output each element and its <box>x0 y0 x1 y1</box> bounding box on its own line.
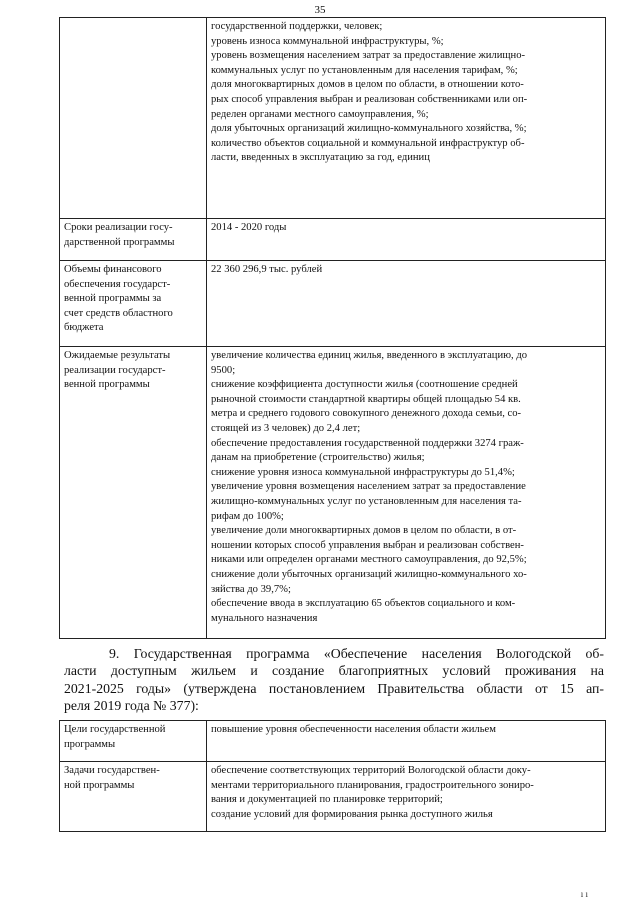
program-period-cell <box>207 219 606 261</box>
row-label-cell <box>60 721 207 762</box>
label-line: Сроки реализации госу- <box>64 222 173 233</box>
row-label-cell <box>60 18 207 219</box>
label-line: венной программы за <box>64 293 162 305</box>
label-line: бюджета <box>64 322 104 334</box>
paragraph-line: ласти доступным жильем и создание благоприятных условий проживания на <box>64 663 604 679</box>
label-line: Цели государственной <box>64 724 166 735</box>
text-line: метра и среднего годового совокупного денежного дохода семьи, со- <box>211 408 522 420</box>
expected-results-cell <box>207 347 606 639</box>
text-line: повышение уровня обеспеченности населения области жильем <box>211 724 496 735</box>
text-line: снижение коэффициента доступности жилья (соотношение средней <box>211 379 518 391</box>
text-line: жилищно-коммунальных услуг по установленным для населения та- <box>211 495 522 507</box>
program-table-2 <box>59 720 606 832</box>
text-line: уровень износа коммунальной инфраструктуры, %; <box>211 35 444 47</box>
label-line: Объемы финансового <box>64 264 162 275</box>
label-line: счет средств областного <box>64 307 173 319</box>
text-line: ношении которых способ управления выбран и реализован собствен- <box>211 539 524 551</box>
text-line: доля многоквартирных домов в целом по области, в отношении кото- <box>211 79 524 91</box>
text-line: 2014 - 2020 годы <box>211 222 287 233</box>
label-line: программы <box>64 738 116 750</box>
table-row <box>60 219 606 261</box>
table-row <box>60 762 606 832</box>
program-table-1 <box>59 17 606 639</box>
table-row <box>60 261 606 347</box>
text-line: рифам до 100%; <box>211 510 284 522</box>
text-line: ласти, введенных в эксплуатацию за год, единиц <box>211 152 430 164</box>
label-line: реализации государст- <box>64 364 166 376</box>
program-goals-cell <box>207 721 606 762</box>
label-line: Задачи государствен- <box>64 765 160 776</box>
text-line: ределен органами местного самоуправления, %; <box>211 108 429 120</box>
table-row <box>60 347 606 639</box>
program-tasks-cell <box>207 762 606 832</box>
text-line: обеспечение соответствующих территорий Вологодской области доку- <box>211 765 531 776</box>
label-line: обеспечения государст- <box>64 278 171 290</box>
table-row <box>60 18 606 219</box>
row-label-cell <box>60 347 207 639</box>
paragraph-line: реля 2019 года № 377): <box>64 698 199 714</box>
footer-marks: ı ı <box>580 889 588 899</box>
text-line: стоящей из 3 человек) до 2,4 лет; <box>211 422 361 434</box>
label-line: дарственной программы <box>64 236 175 248</box>
text-line: вания и документацией по планировке территорий; <box>211 794 443 806</box>
row-label-cell <box>60 261 207 347</box>
row-label-cell <box>60 762 207 832</box>
text-line: обеспечение ввода в эксплуатацию 65 объектов социального и ком- <box>211 598 516 610</box>
text-line: коммунальных услуг по установленным для населения тарифам, %; <box>211 64 518 76</box>
page-number: 35 <box>314 4 326 16</box>
text-line: рых способ управления выбран и реализован собственниками или оп- <box>211 93 528 105</box>
text-line: 9500; <box>211 364 236 376</box>
text-line: мунального назначения <box>211 612 318 624</box>
section-paragraph <box>64 645 604 715</box>
text-line: увеличение количества единиц жилья, введенного в эксплуатацию, до <box>211 350 528 361</box>
text-line: снижение уровня износа коммунальной инфраструктуры до 51,4%; <box>211 466 515 478</box>
text-line: никами или определен органами местного самоуправления, до 92,5%; <box>211 554 527 566</box>
text-line: доля убыточных организаций жилищно-коммунального хозяйства, %; <box>211 123 527 135</box>
text-line: обеспечение предоставления государственной поддержки 3274 граж- <box>211 437 524 449</box>
text-line: увеличение уровня возмещения населением затрат за предоставление <box>211 481 526 493</box>
indicators-continued-cell <box>207 18 606 219</box>
text-line: ментами территориального планирования, градостроительного зониро- <box>211 779 534 791</box>
text-line: увеличение доли многоквартирных домов в целом по области, в от- <box>211 525 517 537</box>
text-line: зяйства до 39,7%; <box>211 583 291 595</box>
text-line: уровень возмещения населением затрат за предоставление жилищно- <box>211 50 526 62</box>
text-line: рыночной стоимости стандартной квартиры общей площадью 54 кв. <box>211 393 521 405</box>
text-line: 22 360 296,9 тыс. рублей <box>211 264 323 275</box>
label-line: ной программы <box>64 779 135 791</box>
text-line: количество объектов социальной и коммунальной инфраструктур об- <box>211 137 525 149</box>
text-line: государственной поддержки, человек; <box>211 21 383 32</box>
funding-volume-cell <box>207 261 606 347</box>
paragraph-line: 9. Государственная программа «Обеспечение населения Вологодской об- <box>109 646 604 661</box>
row-label-cell <box>60 219 207 261</box>
table-row <box>60 721 606 762</box>
label-line: венной программы <box>64 379 150 391</box>
text-line: данам на приобретение (строительство) жилья; <box>211 452 425 464</box>
text-line: снижение доли убыточных организаций жилищно-коммунального хо- <box>211 568 527 580</box>
paragraph-line: 2021-2025 годы» (утверждена постановлением Правительства области от 15 ап- <box>64 680 604 696</box>
text-line: создание условий для формирования рынка доступного жилья <box>211 808 493 820</box>
label-line: Ожидаемые результаты <box>64 350 171 361</box>
